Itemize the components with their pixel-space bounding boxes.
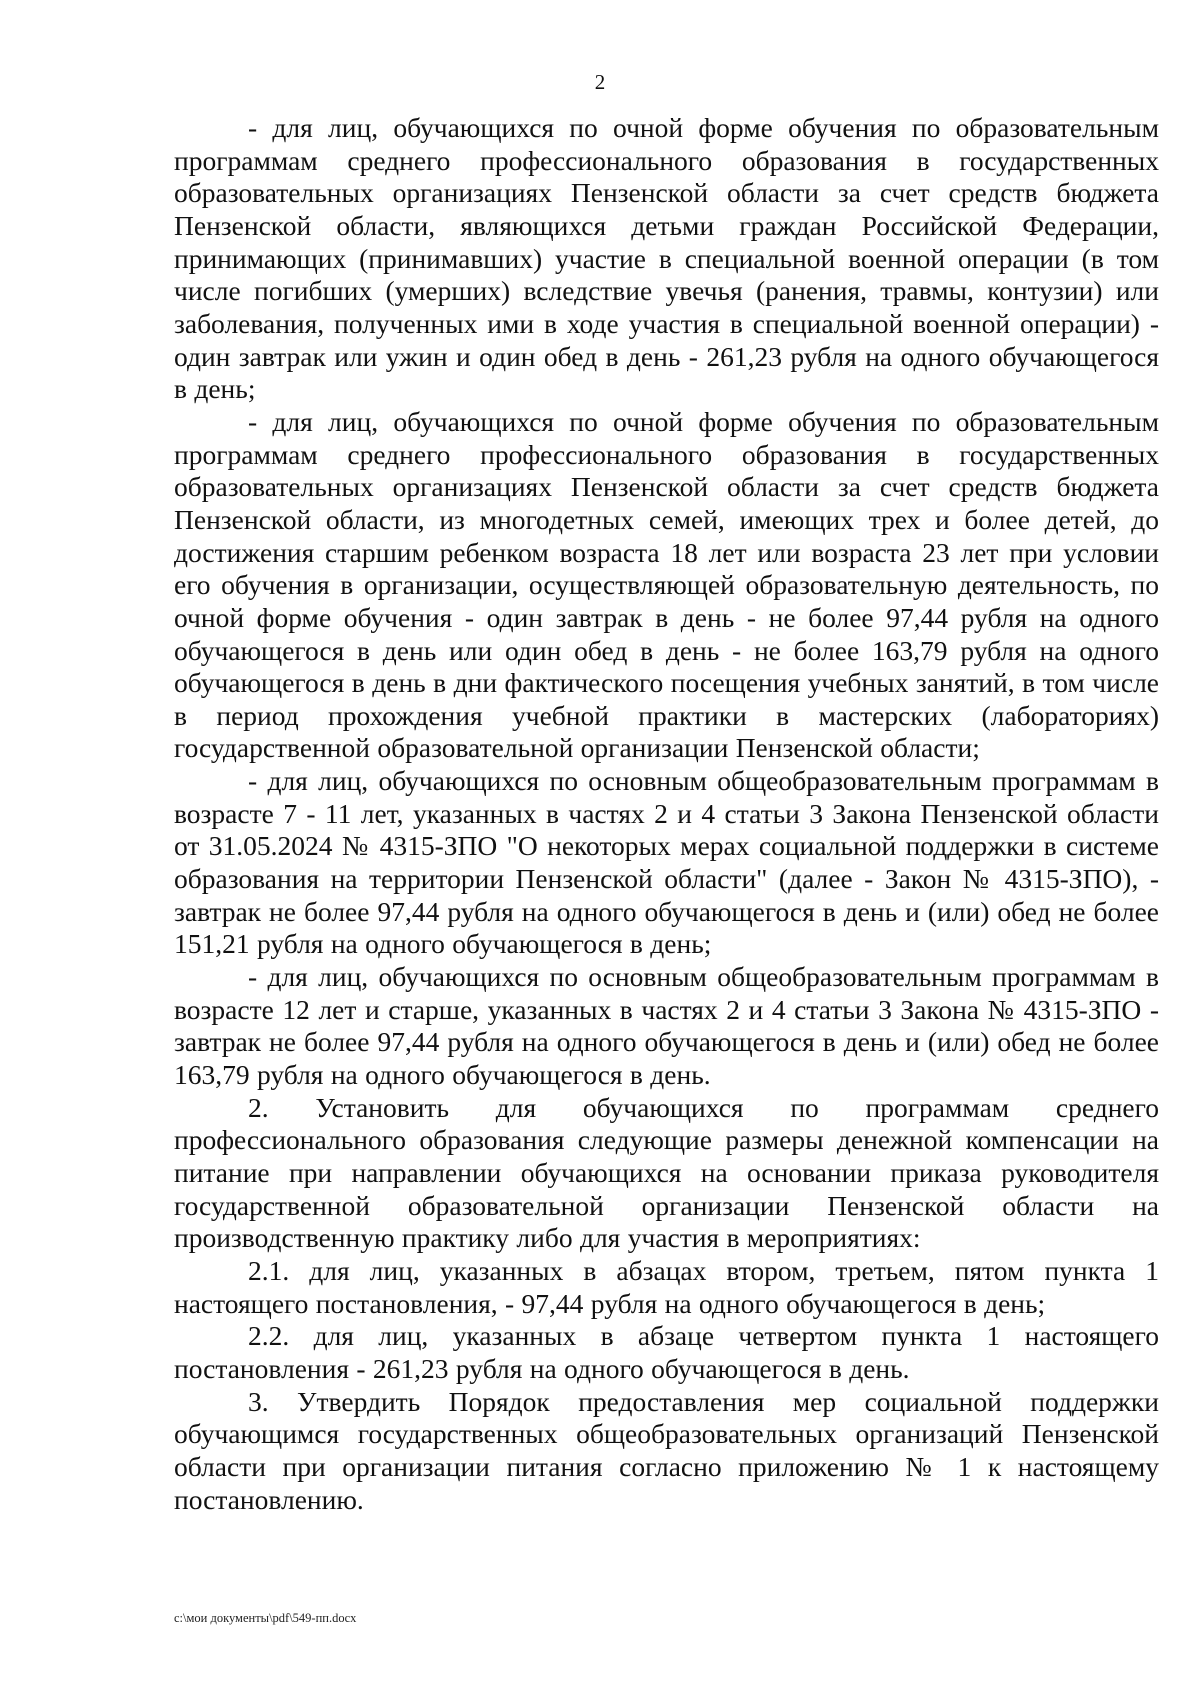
page-number: 2	[594, 70, 606, 94]
paragraph-item-2-compensation: 2. Установить для обучающихся по программам среднего профессионального образования следующие размеры денежной компенсации на питание при направлении обучающихся на основании приказа руководителя государственной образовательной организации Пензенской области на производственную практику либо для участия в мероприятиях:	[174, 1091, 1159, 1254]
paragraph-age-7-11-meals: - для лиц, обучающихся по основным общеобразовательным программам в возрасте 7 - 11 лет, указанных в частях 2 и 4 статьи 3 Закона Пензенской области от 31.05.2024 № 4315-ЗПО "О некоторых мерах социальной поддержки в системе образования на территории Пензенской области" (далее - Закон № 4315-ЗПО), - завтрак не более 97,44 рубля на одного обучающегося в день и (или) обед не более 151,21 рубля на одного обучающегося в день;	[174, 765, 1159, 960]
paragraph-svo-children-meals: - для лиц, обучающихся по очной форме обучения по образовательным программам среднего профессионального образования в государственных образовательных организациях Пензенской области за счет средств бюджета Пензенской области, являющихся детьми граждан Российской Федерации, принимающих (принимавших) участие в специальной военной операции (в том числе погибших (умерших) вследствие увечья (ранения, травмы, контузии) или заболевания, полученных ими в ходе участия в специальной военной операции) - один завтрак или ужин и один обед в день - 261,23 рубля на одного обучающегося в день;	[174, 112, 1159, 405]
paragraph-item-3-procedure: 3. Утвердить Порядок предоставления мер социальной поддержки обучающимся государственных общеобразовательных организаций Пензенской области при организации питания согласно приложению № 1 к настоящему постановлению.	[174, 1385, 1159, 1515]
paragraph-age-12-plus-meals: - для лиц, обучающихся по основным общеобразовательным программам в возрасте 12 лет и старше, указанных в частях 2 и 4 статьи 3 Закона № 4315-ЗПО - завтрак не более 97,44 рубля на одного обучающегося в день и (или) обед не более 163,79 рубля на одного обучающегося в день.	[174, 961, 1159, 1091]
document-body	[174, 112, 1159, 1516]
paragraph-large-families-meals: - для лиц, обучающихся по очной форме обучения по образовательным программам среднего профессионального образования в государственных образовательных организациях Пензенской области за счет средств бюджета Пензенской области, из многодетных семей, имеющих трех и более детей, до достижения старшим ребенком возраста 18 лет или возраста 23 лет при условии его обучения в организации, осуществляющей образовательную деятельность, по очной форме обучения - один завтрак в день - не более 97,44 рубля на одного обучающегося в день или один обед в день - не более 163,79 рубля на одного обучающегося в день в дни фактического посещения учебных занятий, в том числе в период прохождения учебной практики в мастерских (лабораториях) государственной образовательной организации Пензенской области;	[174, 405, 1159, 764]
paragraph-item-2-2: 2.2. для лиц, указанных в абзаце четвертом пункта 1 настоящего постановления - 261,23 рубля на одного обучающегося в день.	[174, 1320, 1159, 1384]
footer-file-path: c:\мои документы\pdf\549-пп.docx	[174, 1611, 357, 1625]
paragraph-item-2-1: 2.1. для лиц, указанных в абзацах втором, третьем, пятом пункта 1 настоящего постановления, - 97,44 рубля на одного обучающегося в день;	[174, 1254, 1159, 1319]
